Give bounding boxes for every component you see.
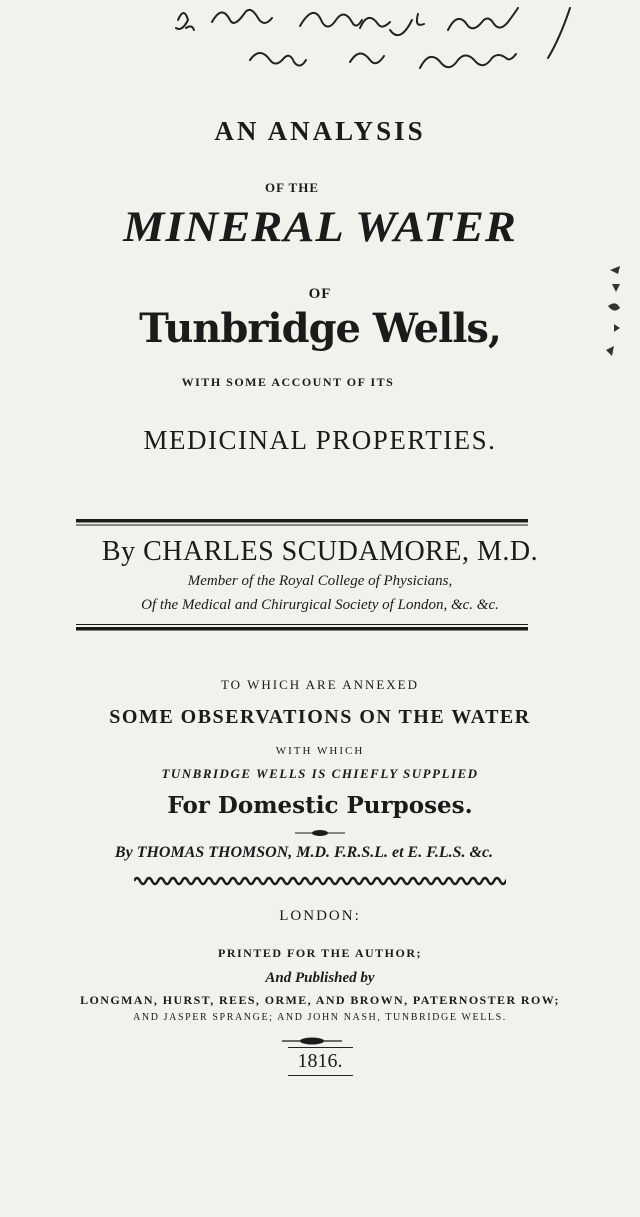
imprint-city: LONDON: — [279, 908, 361, 924]
double-rule-bottom — [76, 624, 528, 632]
annex-line-observations: SOME OBSERVATIONS ON THE WATER — [109, 706, 531, 728]
handwriting-scribble — [150, 0, 620, 100]
title-line-tunbridge-wells: Tunbridge Wells, — [139, 305, 501, 352]
handwritten-inscription — [150, 0, 620, 100]
annex-byline-thomson: By THOMAS THOMSON, M.D. F.R.S.L. et E. F.L.S. &c. — [114, 844, 494, 861]
imprint-printed: PRINTED FOR THE AUTHOR; — [218, 946, 422, 960]
imprint-publishers-1: LONGMAN, HURST, REES, ORME, AND BROWN, PATERNOSTER ROW; — [80, 993, 560, 1007]
ornament-dash-2 — [282, 1036, 342, 1046]
margin-marks — [590, 250, 640, 400]
annex-line-with-which: WITH WHICH — [275, 745, 365, 757]
author-byline: By CHARLES SCUDAMORE, M.D. — [101, 536, 539, 567]
ornament-dash — [295, 828, 345, 838]
imprint-publishers-2: AND JASPER SPRANGE; AND JOHN NASH, TUNBRIDGE WELLS. — [133, 1012, 507, 1023]
title-line-of-the: OF THE — [264, 180, 320, 195]
annex-line-domestic-purposes: For Domestic Purposes. — [167, 792, 473, 819]
title-line-analysis: AN ANALYSIS — [214, 116, 426, 146]
imprint-published: And Published by — [265, 970, 375, 986]
year-label: 1816. — [288, 1047, 353, 1076]
annex-line-tunbridge-wells: TUNBRIDGE WELLS IS CHIEFLY SUPPLIED — [161, 766, 479, 781]
author-affiliation-1: Member of the Royal College of Physicians, — [187, 573, 453, 589]
imprint-year — [0, 1047, 640, 1076]
author-affiliation-2: Of the Medical and Chirurgical Society of London, &c. &c. — [141, 597, 499, 613]
double-rule-top — [76, 519, 528, 527]
title-line-with-some-account: WITH SOME ACCOUNT OF ITS — [181, 375, 395, 389]
title-line-mineral-water: MINERAL WATER — [123, 204, 517, 251]
annex-line-annexed: TO WHICH ARE ANNEXED — [220, 677, 420, 692]
wavy-rule — [134, 875, 506, 887]
title-line-of: OF — [308, 286, 332, 302]
title-line-medicinal-properties: MEDICINAL PROPERTIES. — [143, 425, 497, 455]
